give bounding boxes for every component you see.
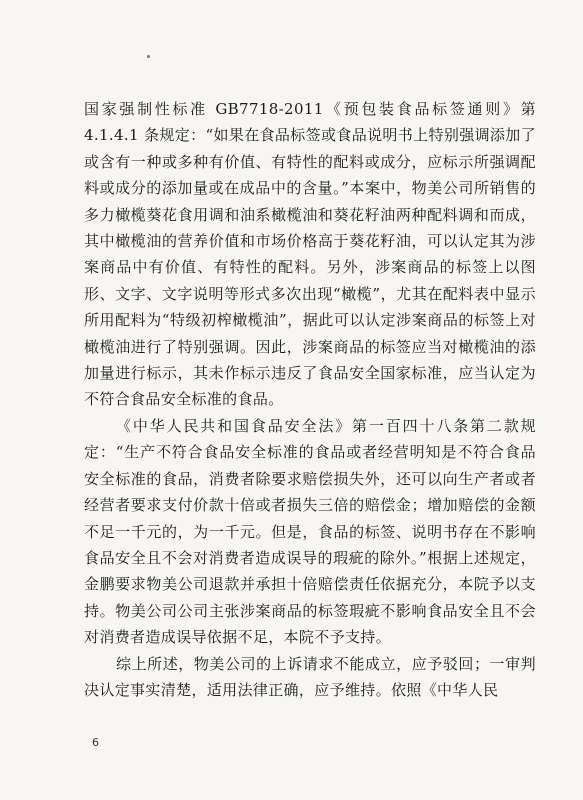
paragraph-food-safety-law: 《中华人民共和国食品安全法》第一百四十八条第二款规定：“生产不符合食品安全标准的食品或者经营明知是不符合食品安全标准的食品，消费者除要求赔偿损失外，还可以向生产者或者经营者要求支付价款十倍或者损失三倍的赔偿金；增加赔偿的金额不足一千元的，为一千元。但是，食品的标签、说明书存在不影响食品安全且不会对消费者造成误导的瑕疵的除外。”根据上述规定，金鹏要求物美公司退款并承担十倍赔偿责任依据充分，本院予以支持。物美公司公司主张涉案商品的标签瑕疵不影响食品安全且不会对消费者造成误导依据不足，本院不予支持。 — [84, 416, 536, 647]
page-number: 6 — [92, 736, 99, 749]
paragraph-standard-citation: 国家强制性标准 GB7718-2011《预包装食品标签通则》第 4.1.4.1 条规定：“如果在食品标签或食品说明书上特别强调添加了或含有一种或多种有价值、有特性的配料或成分，应标示所强调配料或成分的添加量或在成品中的含量。”本案中，物美公司所销售的多力橄榄葵花食用调和油系橄榄油和葵花籽油两种配料调和而成，其中橄榄油的营养价值和市场价格高于葵花籽油，可以认定其为涉案商品中有价值、有特性的配料。另外，涉案商品的标签上以图形、文字、文字说明等形式多次出现“橄榄”，尤其在配料表中显示所用配料为“特级初榨橄榄油”，据此可以认定涉案商品的标签上对橄榄油进行了特别强调。因此，涉案商品的标签应当对橄榄油的添加量进行标示，其未作标示违反了食品安全国家标准，应当认定为不符合食品安全标准的食品。 — [84, 100, 536, 409]
paragraph-conclusion: 综上所述，物美公司的上诉请求不能成立，应予驳回；一审判决认定事实清楚，适用法律正确，应予维持。依照《中华人民 — [84, 654, 536, 699]
document-body — [84, 96, 536, 703]
scan-dot — [147, 55, 150, 58]
